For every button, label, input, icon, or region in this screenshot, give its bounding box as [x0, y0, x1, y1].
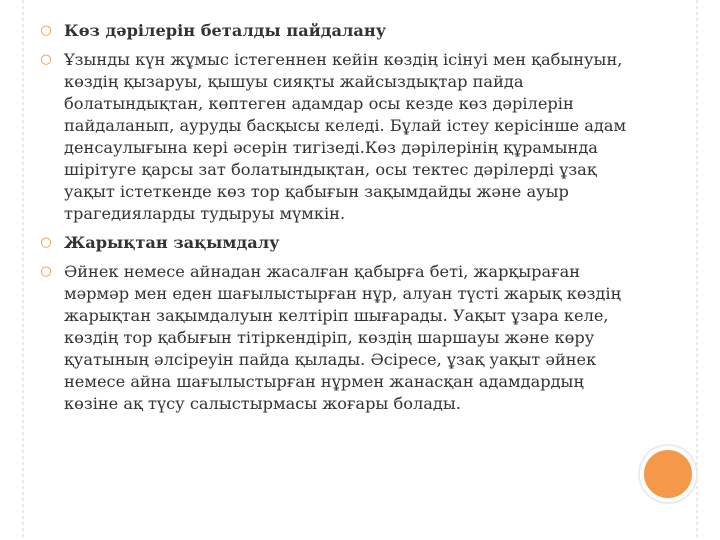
orange-circle-decoration [640, 446, 696, 502]
hollow-circle-icon: ○ [40, 52, 52, 67]
bullet-item-light-damage-body [38, 261, 638, 415]
bullet-item-heading-light-damage [38, 232, 638, 254]
slide-content [38, 20, 638, 422]
bullet-text: Әйнек немесе айнадан жасалған қабырға беті, жарқыраған мәрмәр мен еден шағылыстырған нұр, алуан түсті жарық көздің жарықтан зақымдалуын келтіріп шығарады. Уақыт ұзара келе, көздің тор қабығын тітіркендіріп, көздің шаршауы және көру қуатының әлсіреуін пайда қылады. Әсіресе, ұзақ уақыт әйнек немесе айна шағылыстырған нұрмен жанасқан адамдардың көзіне ақ түсу салыстырмасы жоғары болады. [64, 262, 621, 413]
bullet-item-heading-eye-drops [38, 20, 638, 42]
bullet-text: Ұзынды күн жұмыс істегеннен кейін көздің ісінуі мен қабынуын, көздің қызаруы, қышуы сияқты жайсыздықтар пайда болатындықтан, көптеген адамдар осы кезде көз дәрілерін пайдаланып, ауруды басқысы келеді. Бұлай істеу керісінше адам денсаулығына кері әсерін тигізеді.Көз дәрілерінің құрамында шірітуге қарсы зат болатындықтан, осы тектес дәрілерді ұзақ уақыт істеткенде көз тор қабығын зақымдайды және ауыр трагедияларды тудыруы мүмкін. [64, 50, 627, 223]
bullet-text: Жарықтан зақымдалу [64, 233, 280, 252]
bullet-text: Көз дәрілерін беталды пайдалану [64, 21, 387, 40]
hollow-circle-icon: ○ [40, 235, 52, 250]
hollow-circle-icon: ○ [40, 264, 52, 279]
right-dotted-border [696, 0, 698, 540]
left-dotted-border [22, 0, 24, 540]
bullet-item-eye-drops-body [38, 49, 638, 225]
hollow-circle-icon: ○ [40, 23, 52, 38]
